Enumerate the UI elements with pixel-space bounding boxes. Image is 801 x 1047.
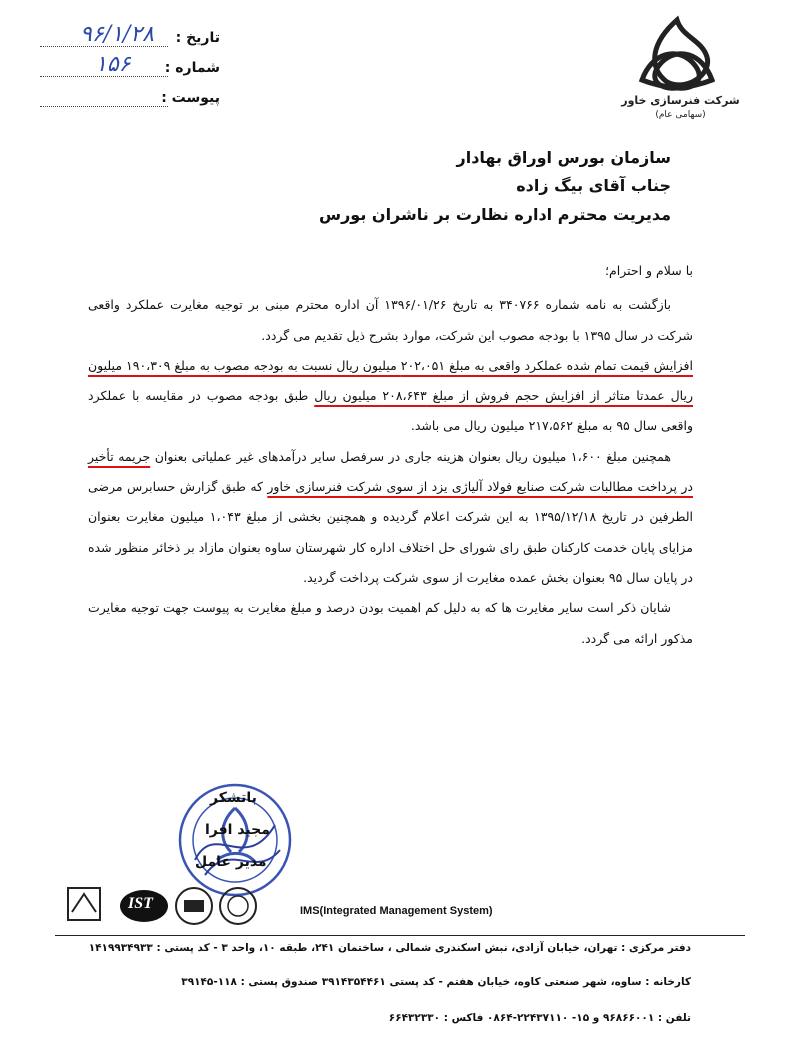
date-value: ۹۶/۱/۲۸ [80, 22, 154, 47]
cert-badges-icon [60, 880, 260, 930]
paragraph-3-start: همچنین مبلغ ۱،۶۰۰ میلیون ریال بعنوان هزینه جاری در سرفصل سایر درآمدهای غیر عملیاتی بعنوان [150, 448, 671, 464]
recipient-line-2: جناب آقای بیگ زاده [516, 176, 671, 195]
paragraph-2 [88, 351, 693, 442]
number-value: ۱۵۶ [95, 52, 131, 77]
recipient-line-3: مدیریت محترم اداره نظارت بر ناشران بورس [319, 205, 671, 224]
paragraph-4: شایان ذکر است سایر مغایرت ها که به دلیل کم اهمیت بودن درصد و مبلغ مغایرت به پیوست جهت توجیه مغایرت مذکور ارائه می گردد. [88, 600, 693, 646]
paragraph-3-underlined: جریمه تأخیر در پرداخت مطالبات شرکت صنایع فولاد آلیاژی یزد از سوی شرکت فنرسازی خاور [88, 448, 693, 495]
number-row [40, 52, 220, 84]
footer-factory-address: کارخانه : ساوه، شهر صنعتی کاوه، خیابان هفتم - کد پستی ۳۹۱۴۳۵۴۴۶۱ صندوق پستی : ۱۱۸-۳۹۱۴۵ [181, 976, 691, 988]
signature-name: مجید افرا [205, 822, 270, 838]
attachment-dotted-line [40, 106, 168, 107]
ist-label: IST [128, 895, 153, 912]
greeting: با سلام و احترام؛ [605, 263, 693, 278]
paragraph-2-rest: طبق بودجه مصوب در مقایسه با عملکرد واقعی سال ۹۵ به مبلغ ۲۱۷،۵۶۲ میلیون ریال می باشد. [88, 388, 693, 434]
signature-closing: باتشکر [210, 790, 257, 806]
date-label: تاریخ : [175, 30, 220, 46]
certification-logos [60, 880, 260, 930]
paragraph-1: بازگشت به نامه شماره ۳۴۰۷۶۶ به تاریخ ۱۳۹۶/۰۱/۲۶ آن اداره محترم مبنی بر توجیه مغایرت عملکرد واقعی شرکت در سال ۱۳۹۵ با بودجه مصوب این شرکت، موارد بشرح ذیل تقدیم می گردد. [88, 297, 693, 343]
date-row [40, 22, 220, 54]
recipient-line-1: سازمان بورس اوراق بهادار [456, 148, 671, 167]
company-name: شرکت فنرسازی خاور [621, 94, 740, 107]
paragraph-2-underlined: افزایش قیمت تمام شده عملکرد واقعی به مبلغ ۲۰۲،۰۵۱ میلیون ریال نسبت به بودجه مصوب به مبلغ ۱۹۰،۳۰۹ میلیون ریال عمدتا متاثر از افزایش حجم فروش از مبلغ ۲۰۸،۶۴۳ میلیون ریال [88, 357, 694, 404]
ims-label: IMS(Integrated Management System) [300, 905, 493, 917]
attachment-label: پیوست : [161, 90, 220, 106]
letter-body [88, 256, 693, 654]
paragraph-3-rest: که طبق گزارش حسابرس مرضی الطرفین در تاریخ ۱۳۹۵/۱۲/۱۸ به این شرکت اعلام گردیده و همچنین بخشی از مبلغ ۱،۰۴۳ میلیون مغایرت بعنوان مزایای پایان خدمت کارکنان طبق رای شورای حل اختلاف اداره کار شهرستان ساوه بعنوان مازاد بر ذخائر منظور شده در پایان سال ۹۵ بعنوان بخش عمده مغایرت از سوی شرکت پرداخت گردید. [88, 479, 694, 585]
attachment-row [40, 90, 220, 114]
number-label: شماره : [164, 60, 220, 76]
footer-contact: تلفن : ۹۶۸۶۶۰۰۱ و ۱۵- ۲۲۴۳۷۱۱۰-۰۸۶۴ فاکس : ۶۶۴۳۲۳۳۰ [388, 1012, 691, 1024]
footer-divider [55, 935, 745, 936]
company-type: (سهامی عام) [655, 110, 706, 120]
signature-title: مدیر عامل [195, 854, 267, 870]
company-logo-icon [612, 12, 742, 92]
paragraph-3 [88, 442, 693, 593]
footer-office-address: دفتر مرکزی : تهران، خیابان آزادی، نبش اسکندری شمالی ، ساختمان ۲۴۱، طبقه ۱۰، واحد ۳ - کد پستی : ۱۴۱۹۹۳۴۹۳۳ [88, 942, 691, 954]
